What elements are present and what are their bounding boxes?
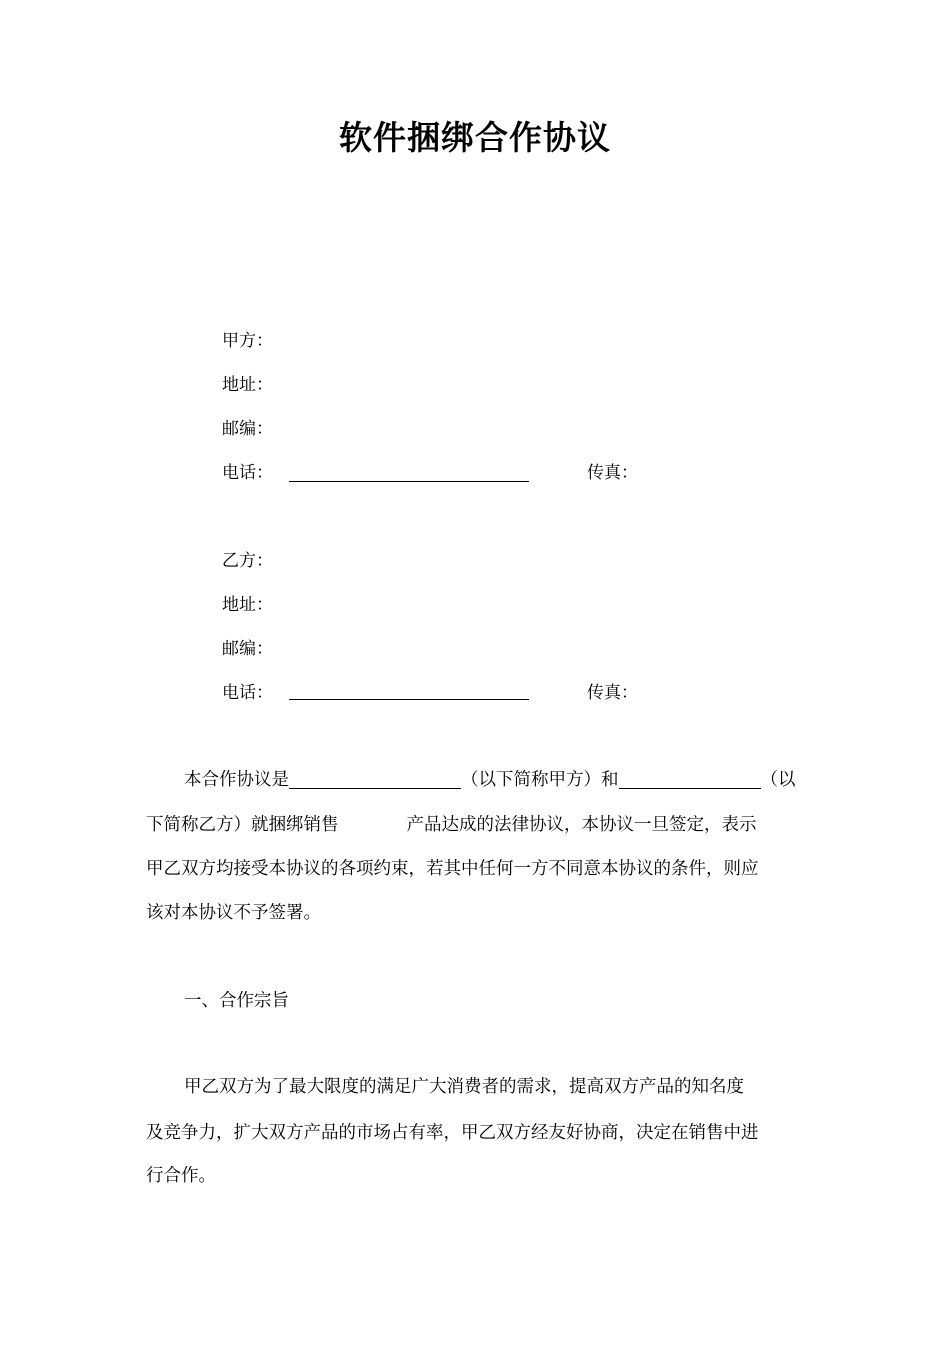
intro-line1-end: （以 — [760, 770, 796, 790]
intro-line-2 — [146, 811, 806, 839]
intro-line-3: 甲乙双方均接受本协议的各项约束，若其中任何一方不同意本协议的条件，则应 — [146, 859, 759, 879]
party-b-name-blank — [619, 768, 761, 789]
intro-line-4: 该对本协议不予签署。 — [146, 903, 321, 923]
section-1-line-3: 行合作。 — [146, 1166, 216, 1186]
section-1-heading: 一、合作宗旨 — [184, 991, 289, 1011]
party-a-phone-label: 电话： — [222, 463, 273, 483]
party-b-label: 乙方： — [222, 551, 273, 571]
section-1-line-2: 及竞争力，扩大双方产品的市场占有率，甲乙双方经友好协商，决定在销售中进 — [146, 1123, 759, 1143]
party-a-label: 甲方： — [222, 331, 273, 351]
intro-line2-end: 产品达成的法律协议，本协议一旦签定，表示 — [406, 815, 757, 835]
party-a-phone-blank — [289, 481, 529, 482]
party-b-phone-label: 电话： — [222, 683, 273, 703]
party-a-fax-label: 传真： — [587, 463, 638, 483]
document-title: 软件捆绑合作协议 — [339, 118, 611, 157]
party-a-address-label: 地址： — [222, 375, 273, 395]
party-b-postcode-label: 邮编： — [222, 639, 273, 659]
party-a-postcode-label: 邮编： — [222, 419, 273, 439]
party-b-address-label: 地址： — [222, 595, 273, 615]
intro-line2-start: 下简称乙方）就捆绑销售 — [146, 815, 339, 835]
intro-line1-mid: （以下简称甲方）和 — [461, 770, 619, 790]
party-a-name-blank — [289, 768, 461, 789]
intro-line-1 — [184, 766, 806, 794]
section-1-line-1: 甲乙双方为了最大限度的满足广大消费者的需求，提高双方产品的知名度 — [184, 1077, 744, 1097]
intro-line1-start: 本合作协议是 — [184, 770, 289, 790]
party-b-phone-blank — [289, 699, 529, 700]
party-b-fax-label: 传真： — [587, 683, 638, 703]
